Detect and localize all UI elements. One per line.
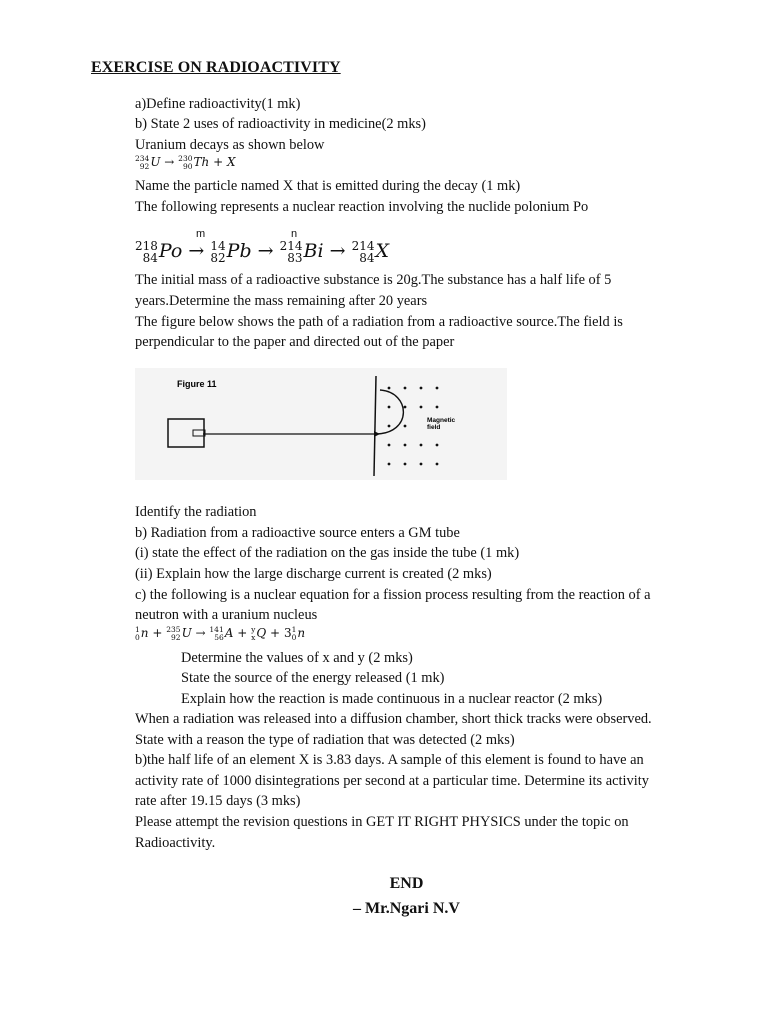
particle-question: Name the particle named X that is emitted during the decay (1 mk) bbox=[135, 178, 521, 194]
fission-question-2: State the source of the energy released (1 mk) bbox=[181, 670, 445, 686]
figure-11-diagram bbox=[135, 368, 507, 480]
gm-tube-intro: b) Radiation from a radioactive source enters a GM tube bbox=[135, 525, 460, 541]
field-dot bbox=[388, 463, 391, 466]
author-signature: – Mr.Ngari N.V bbox=[353, 900, 460, 917]
revision-note-line2: Radioactivity. bbox=[135, 835, 216, 851]
revision-note-line1: Please attempt the revision questions in GET IT RIGHT PHYSICS under the topic on bbox=[135, 814, 629, 830]
gm-tube-question-ii: (ii) Explain how the large discharge current is created (2 mks) bbox=[135, 566, 492, 582]
field-dot bbox=[404, 463, 407, 466]
nuclide-numbers: 235 92 bbox=[166, 625, 181, 642]
fission-intro-line2: neutron with a uranium nucleus bbox=[135, 607, 318, 623]
field-dot bbox=[420, 463, 423, 466]
figure-intro-line2: perpendicular to the paper and directed out of the paper bbox=[135, 334, 455, 350]
uranium-decay-intro: Uranium decays as shown below bbox=[135, 137, 325, 153]
nuclide-numbers: 234 92 bbox=[135, 154, 150, 171]
activity-question-line2: activity rate of 1000 disintegrations per second at a particular time. Determine its activity bbox=[135, 773, 649, 789]
gm-tube-question-i: (i) state the effect of the radiation on the gas inside the tube (1 mk) bbox=[135, 545, 520, 561]
nuclide-numbers: 214 84 bbox=[351, 239, 375, 265]
page-title: EXERCISE ON RADIOACTIVITY bbox=[91, 59, 341, 76]
field-dot bbox=[404, 406, 407, 409]
half-life-question-line1: The initial mass of a radioactive substance is 20g.The substance has a half life of 5 bbox=[135, 272, 612, 288]
figure-intro-line1: The figure below shows the path of a radiation from a radioactive source.The field is bbox=[135, 314, 623, 330]
fission-question-1: Determine the values of x and y (2 mks) bbox=[181, 650, 413, 666]
polonium-intro: The following represents a nuclear reaction involving the nuclide polonium Po bbox=[135, 199, 589, 215]
arrow-label-m: m bbox=[196, 228, 206, 240]
magnetic-field-label: Magnetic bbox=[427, 417, 456, 424]
half-life-question-line2: years.Determine the mass remaining after 20 years bbox=[135, 293, 428, 309]
nuclide-numbers: 214 83 bbox=[279, 239, 303, 265]
field-dot bbox=[404, 387, 407, 390]
nuclide-numbers: 14 82 bbox=[210, 239, 226, 265]
nuclide-numbers: 1 0 bbox=[291, 625, 297, 642]
nuclide-numbers: 218 84 bbox=[135, 239, 158, 265]
fission-equation: 1 0 n + 235 92 U → 141 56 A + y x Q + 3 1 0 n bbox=[135, 625, 306, 642]
nuclide-numbers: y x bbox=[251, 625, 256, 642]
nuclide-numbers: 141 56 bbox=[209, 625, 224, 642]
magnetic-field-label-2: field bbox=[427, 424, 441, 431]
nuclide-numbers: 1 0 bbox=[135, 625, 140, 642]
field-dot bbox=[420, 406, 423, 409]
polonium-chain-equation: 218 84 Po → 14 82 Pb → 214 83 Bi → 214 84 X bbox=[135, 239, 390, 265]
fission-intro-line1: c) the following is a nuclear equation for a fission process resulting from the reaction of a bbox=[135, 587, 651, 603]
end-heading: END bbox=[389, 875, 424, 892]
field-dot bbox=[436, 406, 439, 409]
field-dot bbox=[388, 387, 391, 390]
field-dot bbox=[388, 444, 391, 447]
activity-question-line3: rate after 19.15 days (3 mks) bbox=[135, 793, 301, 809]
identify-radiation: Identify the radiation bbox=[135, 504, 257, 520]
diffusion-chamber-line1: When a radiation was released into a diffusion chamber, short thick tracks were observed. bbox=[135, 711, 652, 727]
field-dot bbox=[436, 444, 439, 447]
figure-label: Figure 11 bbox=[177, 379, 217, 389]
field-dot bbox=[420, 444, 423, 447]
field-dot bbox=[388, 425, 391, 428]
uranium-decay-equation: 234 92 U → 230 90 Th + X bbox=[135, 154, 236, 171]
arrow-label-n: n bbox=[291, 228, 298, 240]
diffusion-chamber-line2: State with a reason the type of radiation that was detected (2 mks) bbox=[135, 732, 515, 748]
nuclide-numbers: 230 90 bbox=[178, 154, 193, 171]
field-dot bbox=[436, 387, 439, 390]
question-a-text: a)Define radioactivity(1 mk) bbox=[135, 96, 301, 112]
field-dot bbox=[388, 406, 391, 409]
field-dot bbox=[420, 387, 423, 390]
field-dot bbox=[404, 444, 407, 447]
question-b-text: b) State 2 uses of radioactivity in medicine(2 mks) bbox=[135, 116, 426, 132]
activity-question-line1: b)the half life of an element X is 3.83 days. A sample of this element is found to have an bbox=[135, 752, 644, 768]
field-dot bbox=[436, 463, 439, 466]
field-dot bbox=[404, 425, 407, 428]
fission-question-3: Explain how the reaction is made continuous in a nuclear reactor (2 mks) bbox=[181, 691, 603, 707]
